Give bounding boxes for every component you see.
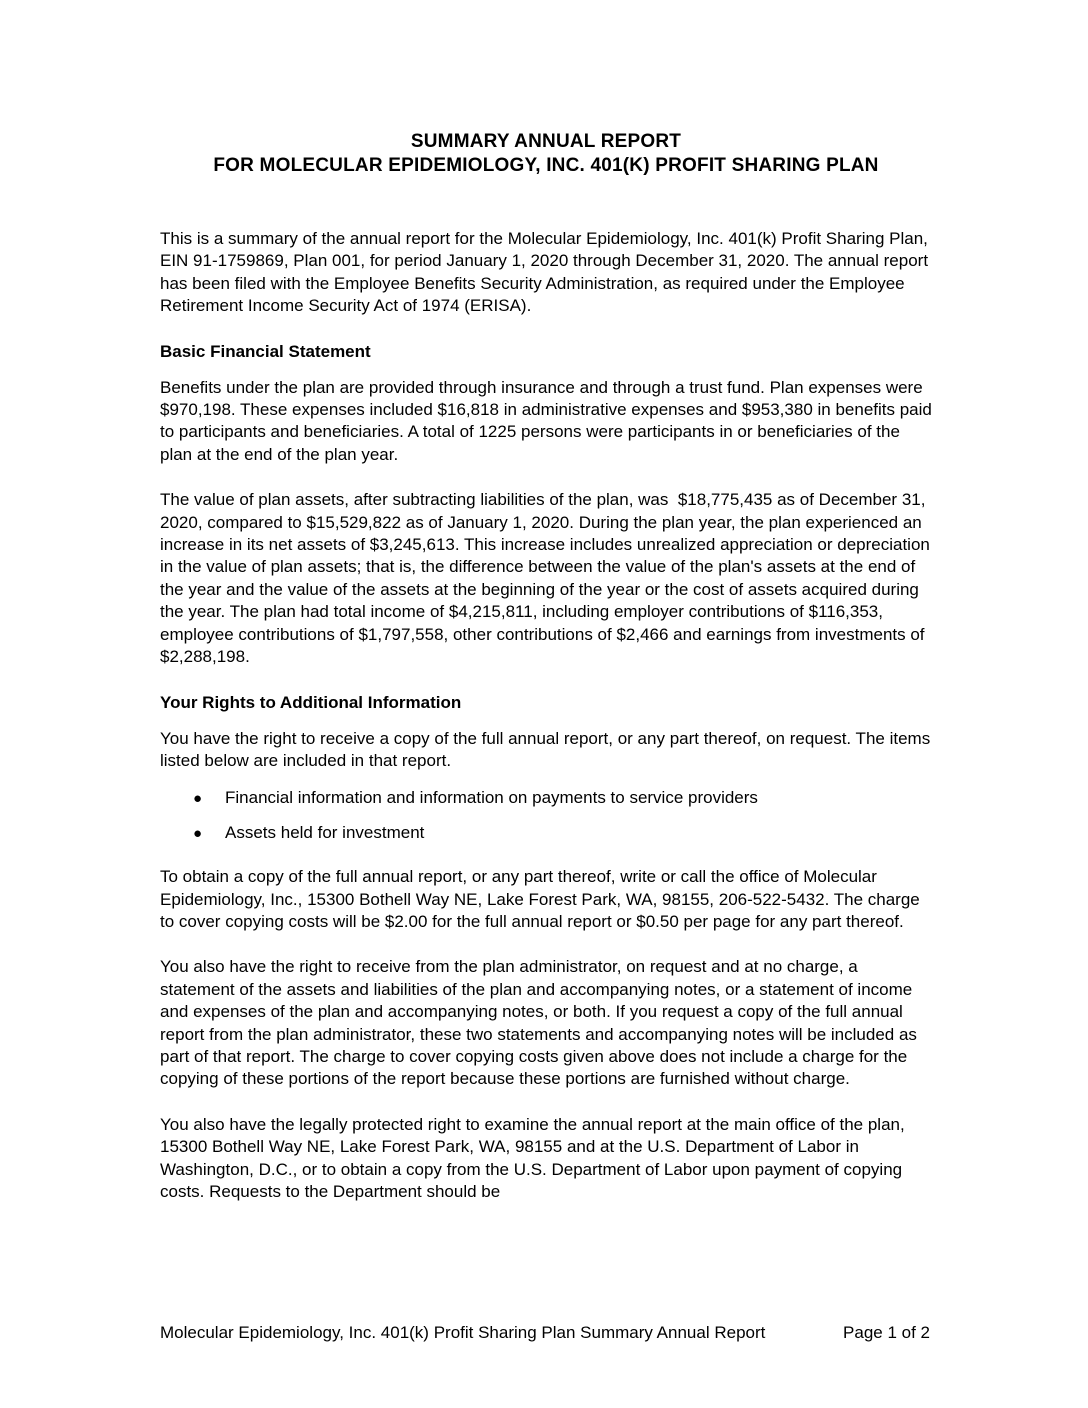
list-item-text: Financial information and information on payments to service providers bbox=[225, 788, 758, 808]
footer-document-title: Molecular Epidemiology, Inc. 401(k) Profit Sharing Plan Summary Annual Report bbox=[160, 1323, 766, 1342]
rights-paragraph-4: You also have the legally protected right to examine the annual report at the main office of the plan, 15300 Bothell Way NE, Lake Forest Park, WA, 98155 and at the U.S. Department of Labor in Washington, D.C., or to obtain a copy from the U.S. Department of Labor upon payment of copying costs. Requests to the Department should be bbox=[160, 1114, 910, 1201]
footer-page-number: Page 1 of 2 bbox=[843, 1323, 930, 1342]
report-items-list bbox=[160, 787, 932, 845]
list-item bbox=[160, 822, 932, 845]
document-page bbox=[160, 130, 937, 1226]
section-heading-rights-to-additional-information: Your Rights to Additional Information bbox=[160, 692, 462, 712]
bullet-dot-icon: ● bbox=[193, 790, 203, 808]
rights-paragraph-1: You have the right to receive a copy of the full annual report, or any part thereof, on request. The items listed below are included in that report. bbox=[160, 728, 935, 770]
title-line-1: SUMMARY ANNUAL REPORT bbox=[410, 131, 682, 152]
section-heading-basic-financial-statement: Basic Financial Statement bbox=[160, 341, 371, 361]
list-item bbox=[160, 787, 932, 810]
list-item-text: Assets held for investment bbox=[225, 822, 425, 842]
document-title bbox=[160, 130, 932, 178]
title-line-2: FOR MOLECULAR EPIDEMIOLOGY, INC. 401(K) PROFIT SHARING PLAN bbox=[213, 155, 879, 176]
intro-paragraph: This is a summary of the annual report for the Molecular Epidemiology, Inc. 401(k) Profit Sharing Plan, EIN 91-1759869, Plan 001, for period January 1, 2020 through December 31, 2020. The annual report has been filed with the Employee Benefits Security Administration, as required under the Employee Retirement Income Security Act of 1974 (ERISA). bbox=[160, 229, 933, 316]
basic-financial-paragraph-2: The value of plan assets, after subtracting liabilities of the plan, was $18,775,435 as of December 31, 2020, compared to $15,529,822 as of January 1, 2020. During the plan year, the plan experienced an increase in its net assets of $3,245,613. This increase includes unrealized appreciation or depreciation in the value of plan assets; that is, the difference between the value of the plan's assets at the end of the year and the value of the assets at the beginning of the year or the cost of assets acquired during the year. The plan had total income of $4,215,811, including employer contributions of $116,353, employee contributions of $1,797,558, other contributions of $2,466 and earnings from investments of $2,288,198. bbox=[160, 490, 935, 667]
page-footer bbox=[160, 1322, 930, 1344]
basic-financial-paragraph-1: Benefits under the plan are provided through insurance and through a trust fund. Plan expenses were $970,198. These expenses included $16,818 in administrative expenses and $953,380 in benefits paid to participants and beneficiaries. A total of 1225 persons were participants in or beneficiaries of the plan at the end of the plan year. bbox=[160, 377, 937, 464]
bullet-dot-icon: ● bbox=[193, 824, 203, 842]
rights-paragraph-3: You also have the right to receive from the plan administrator, on request and at no charge, a statement of the assets and liabilities of the plan and accompanying notes, or a statement of income and expenses of the plan and accompanying notes, or both. If you request a copy of the full annual report from the plan administrator, these two statements and accompanying notes will be included as part of that report. The charge to cover copying costs given above does not include a charge for the copying of these portions of the report because these portions are furnished without charge. bbox=[160, 957, 922, 1089]
rights-paragraph-2: To obtain a copy of the full annual report, or any part thereof, write or call the office of Molecular Epidemiology, Inc., 15300 Bothell Way NE, Lake Forest Park, WA, 98155, 206-522-5432. The charge to cover copying costs will be $2.00 for the full annual report or $0.50 per page for any part thereof. bbox=[160, 867, 925, 931]
